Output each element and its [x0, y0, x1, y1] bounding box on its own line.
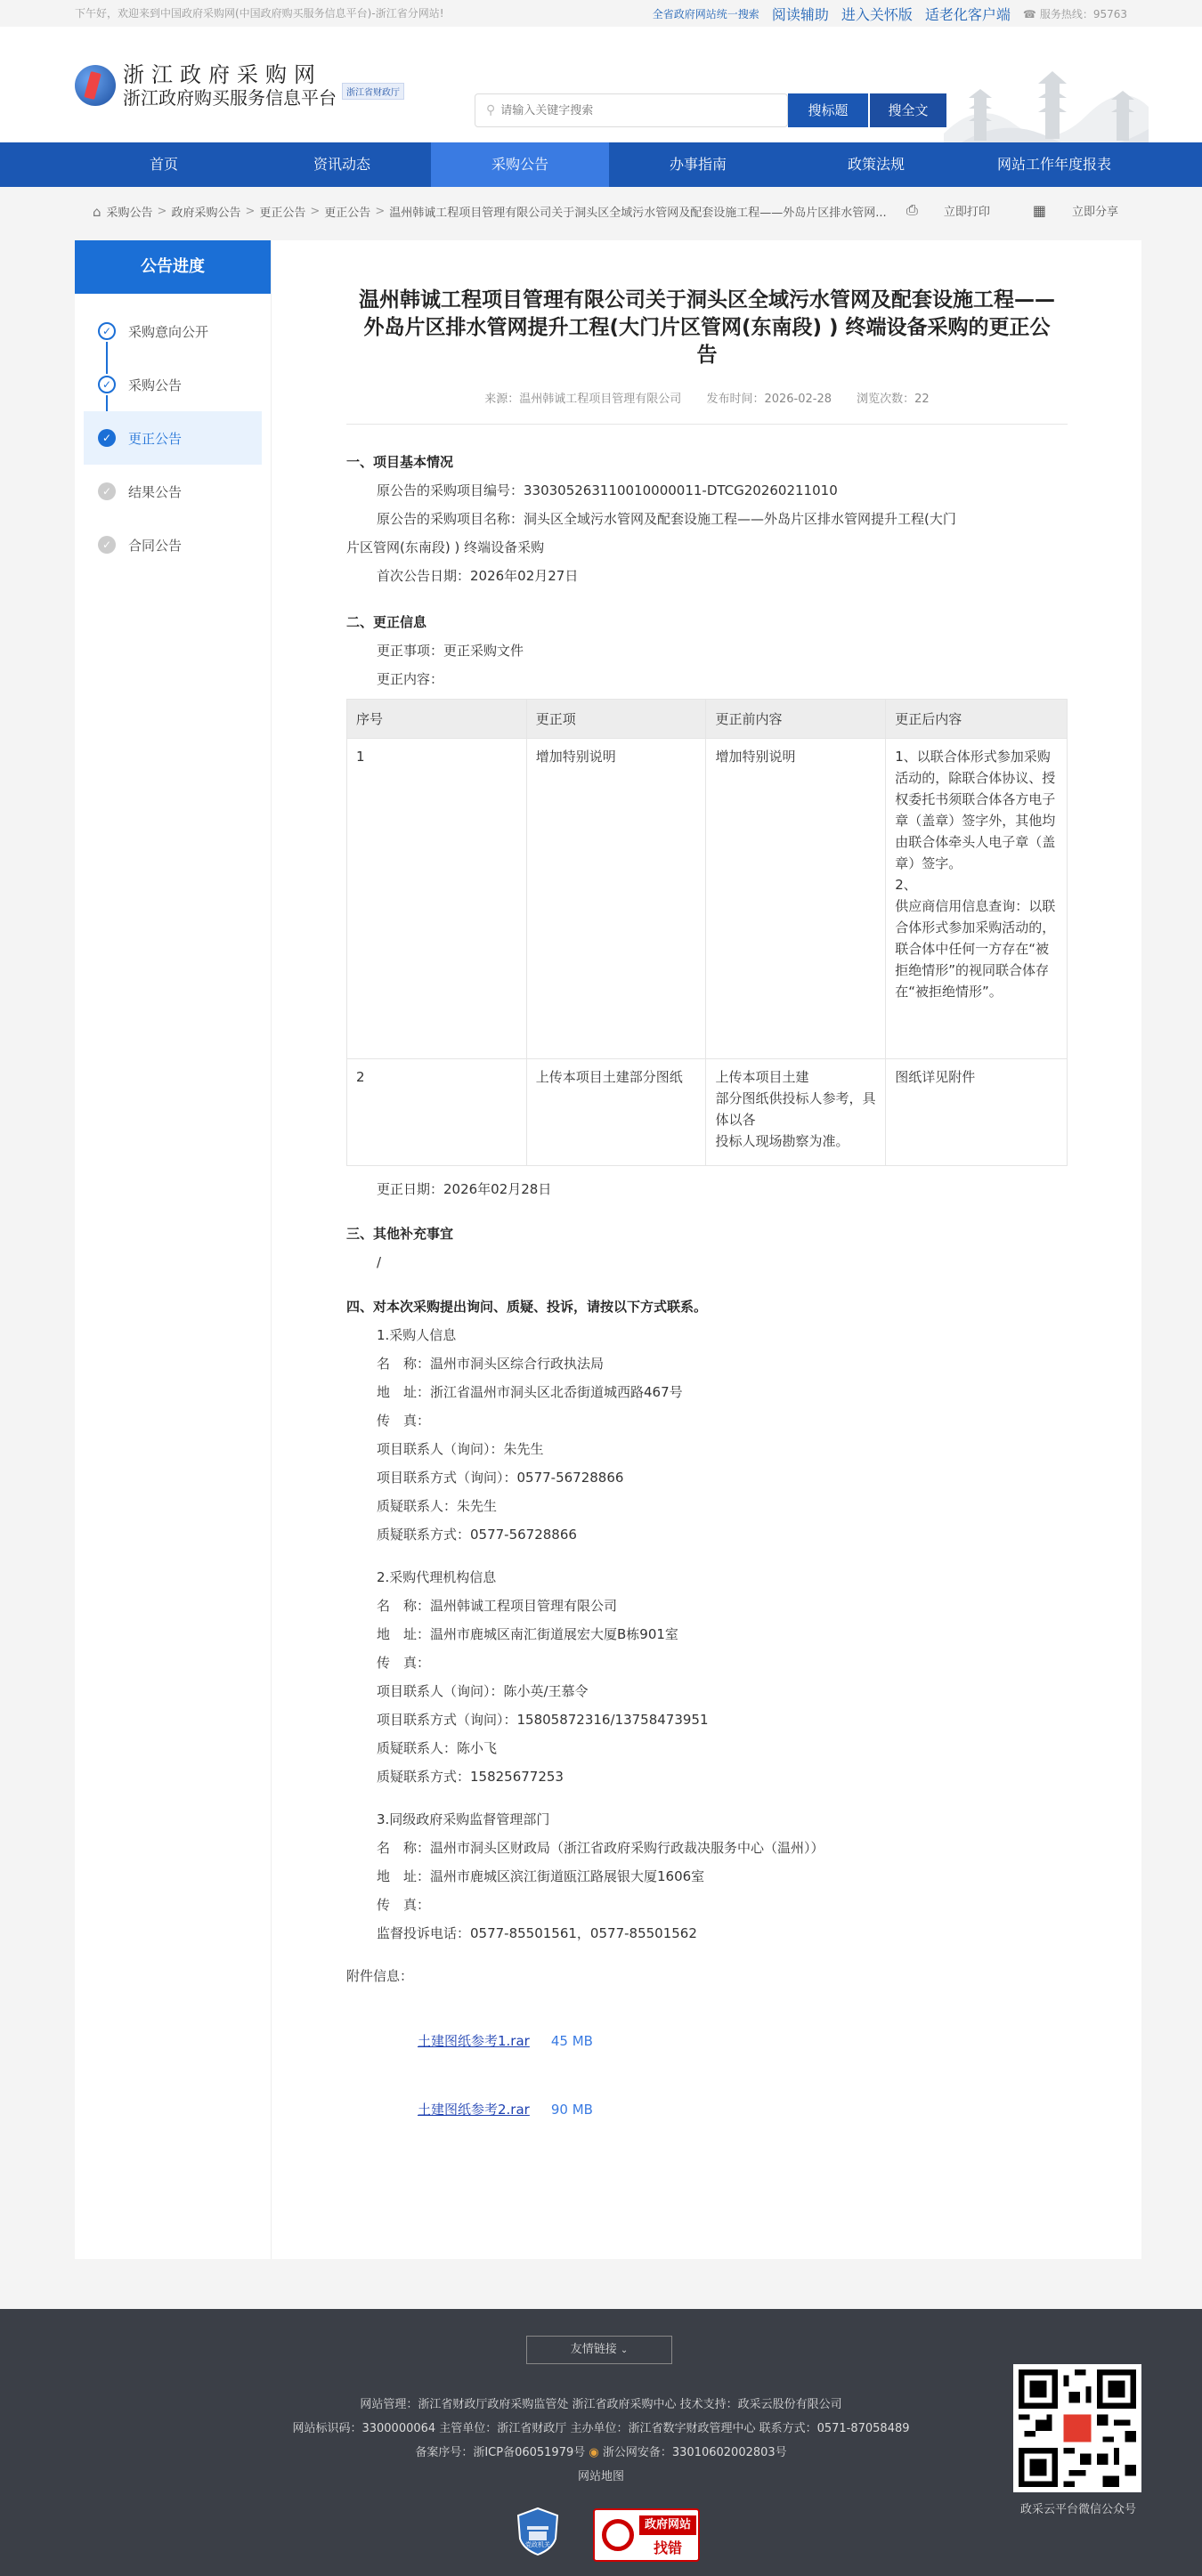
breadcrumb-item[interactable]: 更正公告 — [324, 207, 371, 220]
contact-group-title: 1.采购人信息 — [377, 1327, 457, 1343]
attachments-title: 附件信息： — [346, 1968, 414, 1984]
search-box — [475, 93, 788, 127]
section-heading: 一、项目基本情况 — [346, 454, 454, 470]
top-bar — [0, 0, 1202, 27]
footer-line: 网站标识码：3300000064 主管单位：浙江省财政厅 主办单位：浙江省数字财政管理中心 联系方式：0571-87058489 — [292, 2422, 910, 2435]
col-header: 更正后内容 — [886, 700, 1068, 739]
first-announce-date: 首次公告日期：2026年02月27日 — [377, 568, 579, 584]
print-icon: ⎙ — [906, 201, 918, 218]
article-title: 温州韩诚工程项目管理有限公司关于洞头区全域污水管网及配套设施工程——外岛片区排水管网提升工程(大门片区管网(东南段) ) 终端设备采购的更正公告 — [359, 288, 1055, 367]
nav-annual-report[interactable]: 网站工作年度报表 — [996, 156, 1111, 173]
table-row — [347, 1059, 1068, 1166]
phone-icon: ☎ — [1022, 7, 1036, 20]
reading-aid-link[interactable]: 阅读辅助 — [771, 6, 829, 23]
attachment-size: 90 MB — [550, 2102, 593, 2118]
sidebar-title: 公告进度 — [75, 240, 271, 294]
check-icon: ✓ — [98, 322, 116, 340]
qr-share-icon: ▦ — [1032, 201, 1046, 219]
footer-info — [267, 2393, 935, 2489]
contact-line: 监督投诉电话：0577-85501561，0577-85501562 — [377, 1925, 697, 1941]
cell-no: 1 — [347, 739, 527, 1059]
logo-line1: 浙江政府采购网 — [123, 62, 322, 87]
cell-item: 增加特别说明 — [526, 739, 706, 1059]
nav-home[interactable]: 首页 — [149, 156, 178, 173]
contact-group-title: 2.采购代理机构信息 — [377, 1569, 497, 1585]
step-correction[interactable]: ✓ 更正公告 — [84, 411, 262, 465]
home-icon[interactable]: ⌂ — [93, 203, 102, 220]
contact-line: 地 址：温州市鹿城区南汇街道展宏大厦B栋901室 — [377, 1626, 678, 1642]
correction-table — [346, 699, 1068, 1166]
breadcrumb-item[interactable]: 采购公告 — [106, 207, 153, 220]
global-search-link[interactable]: 全省政府网站统一搜索 — [652, 8, 759, 20]
share-button[interactable]: ▦ 立即分享 — [1032, 201, 1118, 219]
nav-guide[interactable]: 办事指南 — [669, 156, 727, 173]
article-panel — [271, 240, 1141, 2259]
correction-item: 更正事项：更正采购文件 — [377, 643, 524, 659]
section-heading: 三、其他补充事宜 — [346, 1226, 454, 1242]
police-badge-icon: ◉ — [589, 2446, 599, 2459]
search-input[interactable] — [500, 104, 767, 117]
col-header: 更正前内容 — [706, 700, 886, 739]
cell-after: 图纸详见附件 — [886, 1059, 1068, 1166]
contact-line: 名 称：温州市洞头区综合行政执法局 — [377, 1356, 605, 1372]
cell-before: 增加特别说明 — [706, 739, 886, 1059]
qr-code-icon — [1019, 2369, 1136, 2487]
cell-item: 上传本项目土建部分图纸 — [526, 1059, 706, 1166]
gov-site-error-report[interactable]: 政府网站 找错 — [593, 2508, 700, 2562]
elder-version-link[interactable]: 进入关怀版 — [841, 6, 913, 23]
sitemap-link[interactable]: 网站地图 — [577, 2470, 624, 2483]
footer-line: 备案序号：浙ICP备06051979号 ◉ 浙公网安备：33010602002803号 — [415, 2446, 787, 2459]
site-header — [0, 27, 1202, 142]
contact-group-title: 3.同级政府采购监督管理部门 — [377, 1811, 550, 1827]
nav-policies[interactable]: 政策法规 — [847, 156, 905, 173]
qr-label: 政采云平台微信公众号 — [1019, 2503, 1136, 2516]
article — [346, 287, 1068, 2118]
contact-line: 名 称：温州市洞头区财政局（浙江省政府采购行政裁决服务中心（温州）） — [377, 1840, 824, 1856]
search-fulltext-button[interactable]: 搜全文 — [870, 93, 946, 127]
contact-line: 地 址：浙江省温州市洞头区北岙街道城西路467号 — [377, 1384, 683, 1400]
attachment-item — [346, 2100, 1068, 2118]
article-source: 来源：温州韩诚工程项目管理有限公司 — [484, 393, 682, 406]
nav-news[interactable]: 资讯动态 — [313, 156, 370, 173]
elder-client-link[interactable]: 适老化客户端 — [924, 6, 1011, 23]
logo-badge: 浙江省财政厅 — [342, 83, 404, 100]
contact-line: 项目联系人（询问）：陈小英/王慕令 — [377, 1683, 589, 1699]
pagoda-scenery-decoration — [944, 53, 1149, 142]
contact-line: 质疑联系方式：0577-56728866 — [377, 1527, 577, 1543]
party-government-badge[interactable] — [516, 2507, 559, 2556]
article-date: 发布时间：2026-02-28 — [706, 393, 832, 406]
contact-line: 质疑联系方式：15825677253 — [377, 1769, 564, 1785]
emblem-icon — [75, 65, 116, 106]
breadcrumb: ⌂ 采购公告 > 政府采购公告 > 更正公告 > 更正公告 > 温州韩诚工程项目管理有限公司关于洞头区全域污水管网及配套设施工程——外岛片区排水管网... ⎙ 立即打印 ▦ 立即分享 — [93, 201, 1118, 220]
cell-no: 2 — [347, 1059, 527, 1166]
nav-announcements[interactable]: 采购公告 — [431, 142, 609, 187]
check-icon: ✓ — [98, 376, 116, 393]
top-links — [640, 4, 1127, 24]
table-header-row — [347, 700, 1068, 739]
breadcrumb-item[interactable]: 更正公告 — [259, 207, 306, 220]
greeting-text: 下午好，欢迎来到中国政府采购网(中国政府购买服务信息平台)-浙江省分网站! — [75, 7, 444, 20]
progress-sidebar — [75, 240, 271, 2259]
contact-line: 项目联系人（询问）：朱先生 — [377, 1441, 544, 1457]
cell-after: 1、以联合体形式参加采购活动的，除联合体协议、授权委托书须联合体各方电子章（盖章）签字外，其他均由联合体牵头人电子章（盖章）签字。 2、 供应商信用信息查询：以联合体形式参加采购活动的，联合体中任何一方存在“被拒绝情形”的视同联合体存在“被拒绝情形”。 — [886, 739, 1068, 1059]
hotline: ☎ 服务热线：95763 — [1022, 7, 1127, 20]
section-heading: 四、对本次采购提出询问、质疑、投诉，请按以下方式联系。 — [346, 1299, 708, 1315]
contact-line: 项目联系方式（询问）：0577-56728866 — [377, 1470, 624, 1486]
contact-line: 名 称：温州韩诚工程项目管理有限公司 — [377, 1598, 618, 1614]
correction-date: 更正日期：2026年02月28日 — [377, 1181, 552, 1197]
cell-before: 上传本项目土建 部分图纸供投标人参考，具体以各 投标人现场勘察为准。 — [706, 1059, 886, 1166]
wechat-qr-code — [1013, 2364, 1141, 2492]
logo-line2: 浙江政府购买服务信息平台 — [123, 87, 337, 109]
check-icon: ✓ — [98, 536, 116, 554]
attachment-item — [346, 2031, 1068, 2050]
article-views: 浏览次数：22 — [857, 393, 930, 406]
badge-caption: 党政机关 — [525, 2541, 550, 2548]
col-header: 序号 — [347, 700, 527, 739]
breadcrumb-item[interactable]: 政府采购公告 — [171, 207, 241, 220]
section-heading: 二、更正信息 — [346, 614, 427, 630]
site-footer — [0, 2309, 1202, 2576]
step-contract[interactable]: ✓ 合同公告 — [75, 518, 271, 571]
check-icon: ✓ — [98, 482, 116, 500]
print-button[interactable]: ⎙ 立即打印 — [906, 201, 990, 219]
step-result[interactable]: ✓ 结果公告 — [75, 465, 271, 518]
step-intention[interactable]: ✓ 采购意向公开 — [75, 304, 271, 358]
breadcrumb-current: 温州韩诚工程项目管理有限公司关于洞头区全域污水管网及配套设施工程——外岛片区排水管网... — [389, 207, 887, 220]
contact-line: 传 真： — [377, 1655, 431, 1671]
contact-line: 地 址：温州市鹿城区滨江街道瓯江路展银大厦1606室 — [377, 1868, 705, 1884]
check-icon: ✓ — [98, 429, 116, 447]
contact-line: 项目联系方式（询问）：15805872316/13758473951 — [377, 1712, 709, 1728]
other-matters: / — [377, 1254, 382, 1270]
col-header: 更正项 — [526, 700, 706, 739]
contact-line: 传 真： — [377, 1413, 431, 1429]
site-logo[interactable] — [75, 62, 404, 109]
main-area — [75, 240, 1141, 2259]
article-meta — [346, 389, 1068, 425]
project-code: 原公告的采购项目编号：330305263110010000011-DTCG20260211010 — [377, 482, 838, 498]
search-icon: ⚲ — [486, 103, 496, 117]
project-name-cont: 片区管网(东南段) ) 终端设备采购 — [346, 539, 545, 555]
project-name: 原公告的采购项目名称：洞头区全域污水管网及配套设施工程——外岛片区排水管网提升工程(大门 — [377, 511, 956, 527]
step-announcement[interactable]: ✓ 采购公告 — [75, 358, 271, 411]
chevron-down-icon: ⌄ — [620, 2345, 629, 2355]
main-nav — [0, 142, 1202, 187]
attachment-size: 45 MB — [550, 2033, 593, 2049]
friend-links-dropdown[interactable]: 友情链接 ⌄ — [526, 2336, 672, 2364]
contact-line: 传 真： — [377, 1897, 431, 1913]
attachment-link[interactable]: 土建图纸参考1.rar — [418, 2033, 530, 2049]
correction-content-label: 更正内容： — [377, 671, 444, 687]
attachment-link[interactable]: 土建图纸参考2.rar — [418, 2102, 530, 2118]
magnifier-icon — [602, 2519, 634, 2551]
contact-line: 质疑联系人：朱先生 — [377, 1498, 498, 1514]
search-title-button[interactable]: 搜标题 — [788, 93, 868, 127]
contact-line: 质疑联系人：陈小飞 — [377, 1740, 498, 1756]
table-row — [347, 739, 1068, 1059]
footer-line: 网站管理：浙江省财政厅政府采购监管处 浙江省政府采购中心 技术支持：政采云股份有限公司 — [360, 2398, 842, 2411]
